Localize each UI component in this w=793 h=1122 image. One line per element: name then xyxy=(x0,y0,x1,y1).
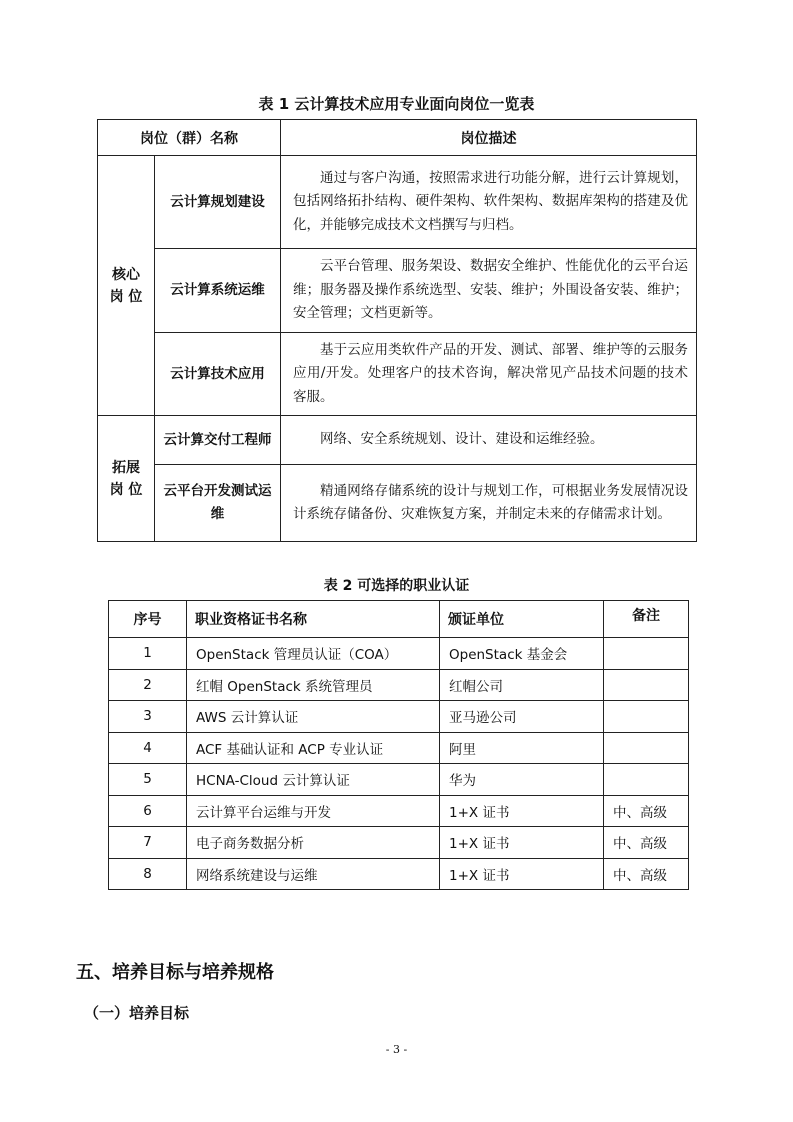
cell-remark: 中、高级 xyxy=(604,827,689,859)
cell-issuer: 亚马逊公司 xyxy=(440,701,604,733)
section-heading: 五、培养目标与培养规格 xyxy=(76,962,274,983)
cell-remark xyxy=(604,732,689,764)
role-desc xyxy=(281,465,697,542)
header-cert-name: 职业资格证书名称 xyxy=(187,601,440,638)
cell-remark: 中、高级 xyxy=(604,858,689,890)
table-row xyxy=(109,669,689,701)
cell-remark: 中、高级 xyxy=(604,795,689,827)
header-position-name: 岗位（群）名称 xyxy=(98,120,281,156)
header-seq: 序号 xyxy=(109,601,187,638)
group-extended-label xyxy=(98,416,155,542)
subsection-heading: （一）培养目标 xyxy=(84,1004,190,1022)
cell-issuer: OpenStack 基金会 xyxy=(440,638,604,670)
cell-remark xyxy=(604,764,689,796)
table-row xyxy=(109,638,689,670)
cell-seq: 6 xyxy=(109,795,187,827)
role-name: 云计算规划建设 xyxy=(155,156,281,249)
cell-cert-name: AWS 云计算认证 xyxy=(187,701,440,733)
table-row xyxy=(98,249,697,333)
cell-cert-name: OpenStack 管理员认证（COA） xyxy=(187,638,440,670)
role-desc xyxy=(281,416,697,465)
positions-table xyxy=(97,119,697,542)
role-name: 云平台开发测试运维 xyxy=(155,465,281,542)
cell-issuer: 阿里 xyxy=(440,732,604,764)
table-row xyxy=(109,764,689,796)
cell-seq: 2 xyxy=(109,669,187,701)
cell-remark xyxy=(604,701,689,733)
cell-seq: 1 xyxy=(109,638,187,670)
table1-caption: 表 1 云计算技术应用专业面向岗位一览表 xyxy=(258,95,535,113)
cell-issuer: 红帽公司 xyxy=(440,669,604,701)
cell-remark xyxy=(604,669,689,701)
page-number: - 3 - xyxy=(385,1043,408,1056)
cell-cert-name: HCNA-Cloud 云计算认证 xyxy=(187,764,440,796)
group-label-text: 拓展 岗 位 xyxy=(109,459,143,498)
table-row xyxy=(109,795,689,827)
cell-seq: 4 xyxy=(109,732,187,764)
cell-seq: 7 xyxy=(109,827,187,859)
role-desc xyxy=(281,249,697,333)
table-row xyxy=(109,732,689,764)
cell-cert-name: 电子商务数据分析 xyxy=(187,827,440,859)
cell-seq: 5 xyxy=(109,764,187,796)
cell-issuer: 华为 xyxy=(440,764,604,796)
table-row xyxy=(109,858,689,890)
table-row xyxy=(98,465,697,542)
role-name: 云计算系统运维 xyxy=(155,249,281,333)
table2-caption: 表 2 可选择的职业认证 xyxy=(323,578,470,594)
cell-issuer: 1+X 证书 xyxy=(440,858,604,890)
role-desc xyxy=(281,156,697,249)
header-position-desc: 岗位描述 xyxy=(281,120,697,156)
cell-seq: 3 xyxy=(109,701,187,733)
role-desc-text: 基于云应用类软件产品的开发、测试、部署、维护等的云服务应用/开发。处理客户的技术咨询，解决常见产品技术问题的技术客服。 xyxy=(293,341,688,405)
table-header-row xyxy=(98,120,697,156)
role-name: 云计算技术应用 xyxy=(155,333,281,416)
cell-cert-name: ACF 基础认证和 ACP 专业认证 xyxy=(187,732,440,764)
table-row xyxy=(98,156,697,249)
role-desc-text: 云平台管理、服务架设、数据安全维护、性能优化的云平台运维；服务器及操作系统选型、安装、维护；外围设备安装、维护；安全管理；文档更新等。 xyxy=(293,258,688,322)
cell-issuer: 1+X 证书 xyxy=(440,795,604,827)
cell-seq: 8 xyxy=(109,858,187,890)
role-name: 云计算交付工程师 xyxy=(155,416,281,465)
table-row xyxy=(109,701,689,733)
role-desc-text: 精通网络存储系统的设计与规划工作，可根据业务发展情况设计系统存储备份、灾难恢复方案，并制定未来的存储需求计划。 xyxy=(293,482,688,522)
role-desc-text: 通过与客户沟通，按照需求进行功能分解，进行云计算规划，包括网络拓扑结构、硬件架构、软件架构、数据库架构的搭建及优化，并能够完成技术文档撰写与归档。 xyxy=(293,169,688,233)
cell-cert-name: 网络系统建设与运维 xyxy=(187,858,440,890)
role-desc xyxy=(281,333,697,416)
header-issuer: 颁证单位 xyxy=(440,601,604,638)
table-header-row xyxy=(109,601,689,638)
group-core-label xyxy=(98,156,155,416)
certifications-table xyxy=(108,600,689,890)
table-row xyxy=(98,416,697,465)
cell-cert-name: 云计算平台运维与开发 xyxy=(187,795,440,827)
header-remark: 备注 xyxy=(604,601,689,638)
cell-cert-name: 红帽 OpenStack 系统管理员 xyxy=(187,669,440,701)
group-label-text: 核心 岗 位 xyxy=(109,266,143,305)
table-row xyxy=(98,333,697,416)
role-desc-text: 网络、安全系统规划、设计、建设和运维经验。 xyxy=(320,431,604,448)
table-row xyxy=(109,827,689,859)
cell-remark xyxy=(604,638,689,670)
cell-issuer: 1+X 证书 xyxy=(440,827,604,859)
